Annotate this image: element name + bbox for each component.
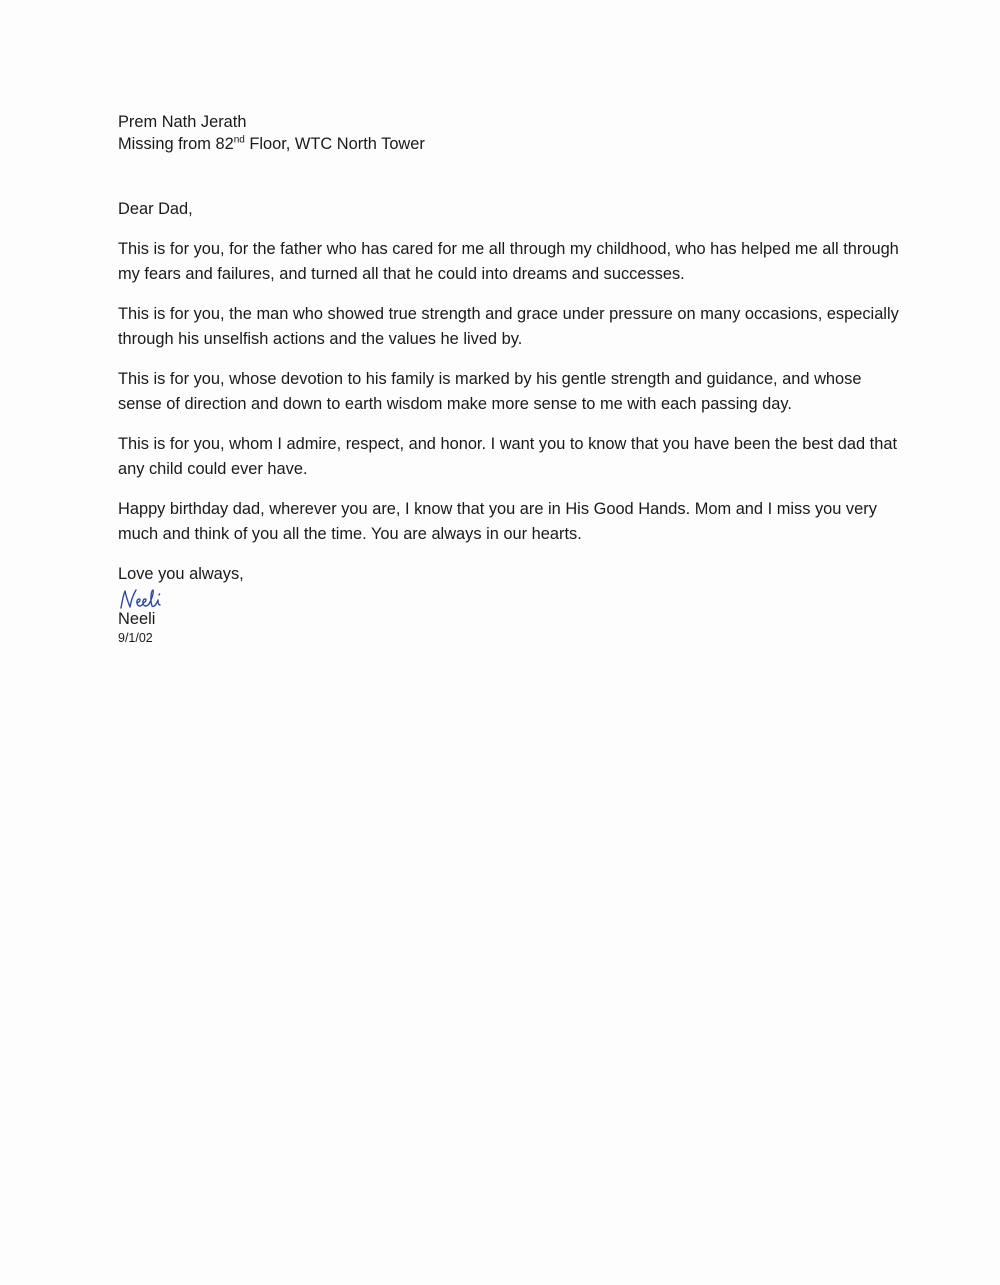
closing-line: Love you always, — [118, 565, 244, 583]
signer-name: Neeli — [118, 610, 156, 628]
paragraph: This is for you, for the father who has cared for me all through my childhood, who has helped me all through my fears and failures, and turned all that he could into dreams and successes. — [118, 240, 899, 283]
recipient-name: Prem Nath Jerath — [118, 113, 247, 131]
location-prefix: Missing from 82 — [118, 135, 234, 153]
recipient-location — [118, 133, 908, 155]
letter-date: 9/1/02 — [118, 631, 153, 645]
handwritten-signature — [118, 587, 178, 611]
location-superscript: nd — [233, 134, 245, 146]
letter-body — [118, 111, 908, 647]
paragraph: This is for you, whom I admire, respect, and honor. I want you to know that you have been the best dad that any child could ever have. — [118, 435, 898, 478]
paragraph: This is for you, whose devotion to his family is marked by his gentle strength and guidance, and whose sense of direction and down to earth wisdom make more sense to me with each passing day. — [118, 370, 862, 413]
location-suffix: Floor, WTC North Tower — [244, 135, 425, 153]
paragraph: Happy birthday dad, wherever you are, I know that you are in His Good Hands. Mom and I miss you very much and think of you all the time. You are always in our hearts. — [118, 500, 877, 543]
paragraph: This is for you, the man who showed true strength and grace under pressure on many occasions, especially through his unselfish actions and the values he lived by. — [118, 305, 899, 348]
salutation: Dear Dad, — [118, 200, 193, 218]
